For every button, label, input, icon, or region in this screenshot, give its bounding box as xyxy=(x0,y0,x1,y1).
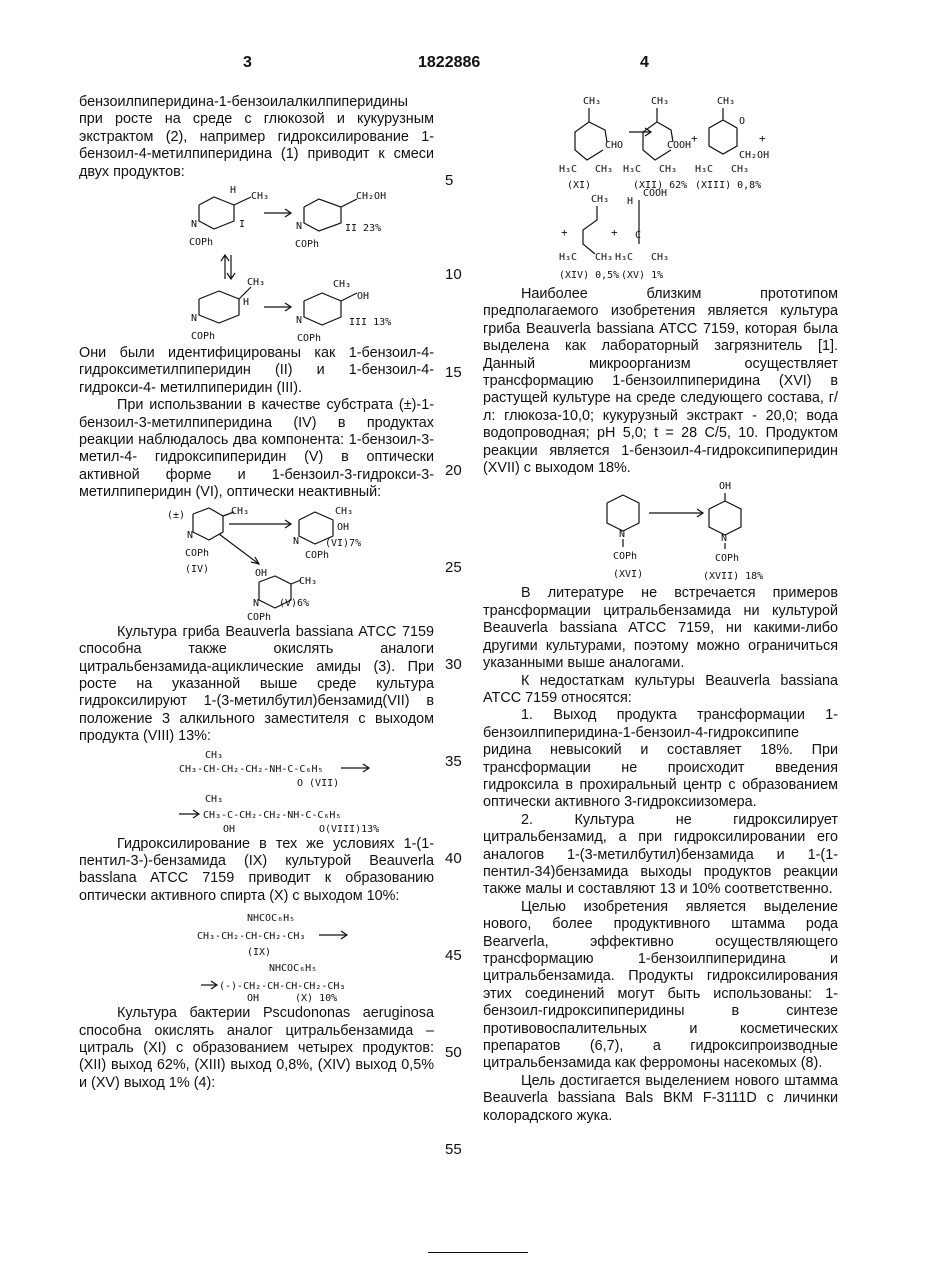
svg-text:+: + xyxy=(611,226,618,239)
chem-label: (XVII) 18% xyxy=(703,571,764,583)
chem-label: OH xyxy=(255,567,268,579)
chem-label: (X) 10% xyxy=(295,993,338,1004)
svg-text:N: N xyxy=(191,313,198,325)
svg-text:N: N xyxy=(293,535,300,547)
chem-label: (XIV) 0,5% xyxy=(559,270,620,281)
paragraph: К недостаткам культуры Beauverla bassiana ATCC 7159 относятся: xyxy=(483,672,838,706)
svg-text:N: N xyxy=(191,219,198,231)
line-number: 40 xyxy=(445,850,462,867)
chem-label: H₃C xyxy=(559,252,578,263)
svg-text:+: + xyxy=(691,132,698,145)
left-column xyxy=(79,94,434,1092)
page-number-left: 3 xyxy=(243,54,252,71)
paragraph: В литературе не встречается примеров трансформации цитральбензамида ни культурой Beauverla bassiana ATCC 7159, ни какими-либо другими культурами, поэтому можно ограничиться указанными выше аналогами. xyxy=(483,585,838,672)
chem-label: CH₃ xyxy=(333,279,352,291)
chem-label: (XIII) 0,8% xyxy=(695,180,762,191)
svg-text:N: N xyxy=(187,529,194,541)
chem-label: CH₃ xyxy=(205,749,224,761)
chem-label: CH₃ xyxy=(651,252,670,263)
chem-label: CH₂OH xyxy=(356,191,387,203)
svg-text:N: N xyxy=(296,221,303,233)
line-number: 45 xyxy=(445,947,462,964)
line-number: 5 xyxy=(445,172,454,189)
paragraph: 1. Выход продукта трансформации 1-бензоилпиперидина-1-бензоил-4-гидроксипипе ридина невысокий и составляет 18%. При трансформации не происходит введения гидроксила в прохиральный центр с образованием оптически активного 3-гидроксиизомера. xyxy=(483,707,838,811)
scheme-pentylbenzamide xyxy=(79,907,434,1003)
chem-label: (IX) xyxy=(247,947,272,959)
paragraph: Они были идентифицированы как 1-бензоил-4-гидроксиметилпиперидин (II) и 1-бензоил-4-гидрокси-4- метилпиперидин (III). xyxy=(79,345,434,396)
chem-label: H₃C xyxy=(623,164,642,175)
chem-label: COPh xyxy=(715,553,740,565)
line-number: 35 xyxy=(445,753,462,770)
paragraph: Цель достигается выделением нового штамма Beauverla bassiana Bals ВКМ F-3111D с личинки колорадского жука. xyxy=(483,1072,838,1124)
chem-label: COOH xyxy=(667,140,692,151)
chem-label: CHO xyxy=(605,140,624,151)
chem-label: H₃C xyxy=(559,164,578,175)
page-number-right: 4 xyxy=(640,54,649,71)
chem-label: CH₃ xyxy=(299,575,318,587)
chem-label: OH xyxy=(247,993,260,1004)
chem-label: H₃C xyxy=(615,252,634,263)
chem-label: CH₃-C-CH₂-CH₂-NH-C-C₆H₅ xyxy=(203,809,342,821)
chem-label: H xyxy=(243,297,250,309)
chem-label: CH₃ xyxy=(583,96,602,107)
chem-label: O (VII) xyxy=(297,777,340,789)
chem-label: (XVI) xyxy=(613,569,644,581)
chem-label: NHCOC₆H₅ xyxy=(247,913,296,925)
chem-label: (±) xyxy=(167,509,186,521)
svg-text:N: N xyxy=(619,529,626,541)
chem-label: COPh xyxy=(305,549,330,561)
svg-text:N: N xyxy=(721,533,728,545)
scheme-3-methylpiperidine xyxy=(79,504,434,622)
scheme-citral xyxy=(483,92,838,284)
chem-label: (VI)7% xyxy=(325,537,362,549)
chem-label: CH₃ xyxy=(335,505,354,517)
chem-label: (XII) 62% xyxy=(633,180,688,191)
patent-number: 1822886 xyxy=(418,54,481,71)
chem-label: CH₃ xyxy=(659,164,678,175)
paragraph: При использвании в качестве субстрата (±)-1-бензоил-3-метилпиперидина (IV) в продуктах реакции наблюдалось два компонента: 1-бензоил-3-метил-4- гидроксипиперидин (V) в оптически активной форме и 1-бензоил-3-гидрокси-3-метилпиперидин (VI), оптически неактивный: xyxy=(79,397,434,501)
chem-label: CH₃ xyxy=(595,164,614,175)
paragraph: Наиболее близким прототипом предполагаемого изобретения является культура гриба Beauverla bassiana ATCC 7159, которая была выделена как лабораторный загрязнитель [1]. Данный микроорганизм осуществляет трансформацию 1-бензоилпиперидина (XVI) в растущей культуре на среде следующего состава, г/л: глюкоза-10,0; кукурузный экстракт - 20,0; вода водопроводная; pH 5,0; t = 28 C/5, 10. Продуктом реакции является 1-бензоил-4-гидроксипиперидин (XVII) с выходом 18%. xyxy=(483,286,838,477)
svg-text:+: + xyxy=(759,132,766,145)
chem-label: COPh xyxy=(295,239,320,251)
paragraph: Целью изобретения является выделение нового, более продуктивного штамма рода Bearverla, эффективно осуществляющего трансформацию 1-бензоилпиперидина и цитральбензамида. Продукты гидроксилирования этих соединений могут быть использованы: 1-бензоил-гидроксипиперидины в синтезе противовоспалительных и косметических препаратов (6,7), а гидроксипроизводные цитральбензамида как ферромоны насекомых (8). xyxy=(483,898,838,1072)
chem-label: COOH xyxy=(643,188,668,199)
chem-label: CH₃ xyxy=(247,277,266,289)
chem-label: OH xyxy=(357,291,370,303)
scheme-methylbutylbenzamide xyxy=(79,748,434,834)
svg-text:N: N xyxy=(253,597,260,609)
chem-label: CH₃ xyxy=(591,194,610,205)
chem-label: CH₂OH xyxy=(739,150,770,161)
chem-label: I xyxy=(239,219,246,231)
chem-label: NHCOC₆H₅ xyxy=(269,963,318,975)
chem-label: C xyxy=(635,230,642,241)
chem-label: II 23% xyxy=(345,223,382,235)
chem-label: OH xyxy=(719,481,732,493)
chem-label: OH xyxy=(337,521,350,533)
line-number: 30 xyxy=(445,656,462,673)
line-number: 50 xyxy=(445,1044,462,1061)
line-number: 15 xyxy=(445,364,462,381)
chem-label: CH₃ xyxy=(205,793,224,805)
line-number: 20 xyxy=(445,462,462,479)
paragraph: 2. Культура не гидроксилирует цитральбензамид, а при гидроксилировании его аналогов 1-(3-метилбутил)бензамида и 1-(1-пентил-34)бензамида выходы продуктов реакции также малы и составляют 13 и 10% соответственно. xyxy=(483,811,838,898)
chem-label: COPh xyxy=(247,611,272,622)
chem-label: H xyxy=(230,185,237,197)
chem-label: CH₃ xyxy=(231,505,250,517)
scheme-methylpiperidine xyxy=(79,183,434,343)
chem-label: CH₃ xyxy=(251,191,270,203)
chem-label: (XI) xyxy=(567,180,592,191)
chem-label: H₃C xyxy=(695,164,714,175)
chem-label: COPh xyxy=(185,547,210,559)
chem-label: (-)-CH₂-CH-CH-CH₂-CH₃ xyxy=(219,981,346,993)
right-column xyxy=(483,90,838,1125)
line-number: 10 xyxy=(445,266,462,283)
scheme-benzoylpiperidine xyxy=(483,479,838,583)
chem-label: O xyxy=(739,116,746,127)
paragraph: Гидроксилирование в тех же условиях 1-(1-пентил-3-)-бензамида (IX) культурой Beauverla basslana ATCC 7159 приводит к образованию оптически активного спирта (X) с выходом 10%: xyxy=(79,835,434,904)
chem-label: III 13% xyxy=(349,317,392,329)
chem-label: COPh xyxy=(189,237,214,249)
chem-label: CH₃ xyxy=(595,252,614,263)
line-number: 55 xyxy=(445,1141,462,1158)
chem-label: O(VIII)13% xyxy=(319,823,380,834)
chem-label: CH₃ xyxy=(717,96,736,107)
chem-label: COPh xyxy=(297,333,322,344)
paragraph: бензоилпиперидина-1-бензоилалкилпиперидины при росте на среде с глюкозой и кукурузным экстрактом (2), например гидроксилирование 1-бензоил-4-метилпиперидина (1) приводит к смеси двух продуктов: xyxy=(79,94,434,180)
chem-label: (V)6% xyxy=(279,597,310,609)
footer-divider xyxy=(428,1252,528,1253)
chem-label: CH₃ xyxy=(731,164,750,175)
chem-label: COPh xyxy=(191,331,216,343)
chem-label: OH xyxy=(223,823,236,834)
chem-label: (IV) xyxy=(185,563,210,575)
chem-label: CH₃-CH-CH₂-CH₂-NH-C-C₆H₅ xyxy=(179,763,324,775)
paragraph: Культура гриба Beauverla bassiana ATCC 7159 способна также окислять аналоги цитральбензамида-ациклические амиды (3). При росте на указанной выше среде культура гидроксилируют 1-(3-метилбутил)бензамид(VII) в положение 3 алкильного заместителя с выходом продукта (VIII) 13%: xyxy=(79,623,434,745)
paragraph: Культура бактерии Pscudononas aeruginosa способна окислять аналог цитральбензамида – цитраль (XI) с образованием четырех продуктов: (XII) выход 62%, (XIII) выход 0,8%, (XIV) выход 0,5% и (XV) выход 1% (4): xyxy=(79,1005,434,1091)
chem-label: COPh xyxy=(613,551,638,563)
svg-text:+: + xyxy=(561,226,568,239)
chem-label: (XV) 1% xyxy=(621,270,664,281)
svg-text:N: N xyxy=(296,315,303,327)
line-number: 25 xyxy=(445,559,462,576)
chem-label: CH₃ xyxy=(651,96,670,107)
chem-label: CH₃-CH₂-CH-CH₂-CH₃ xyxy=(197,931,306,943)
chem-label: H xyxy=(627,196,634,207)
